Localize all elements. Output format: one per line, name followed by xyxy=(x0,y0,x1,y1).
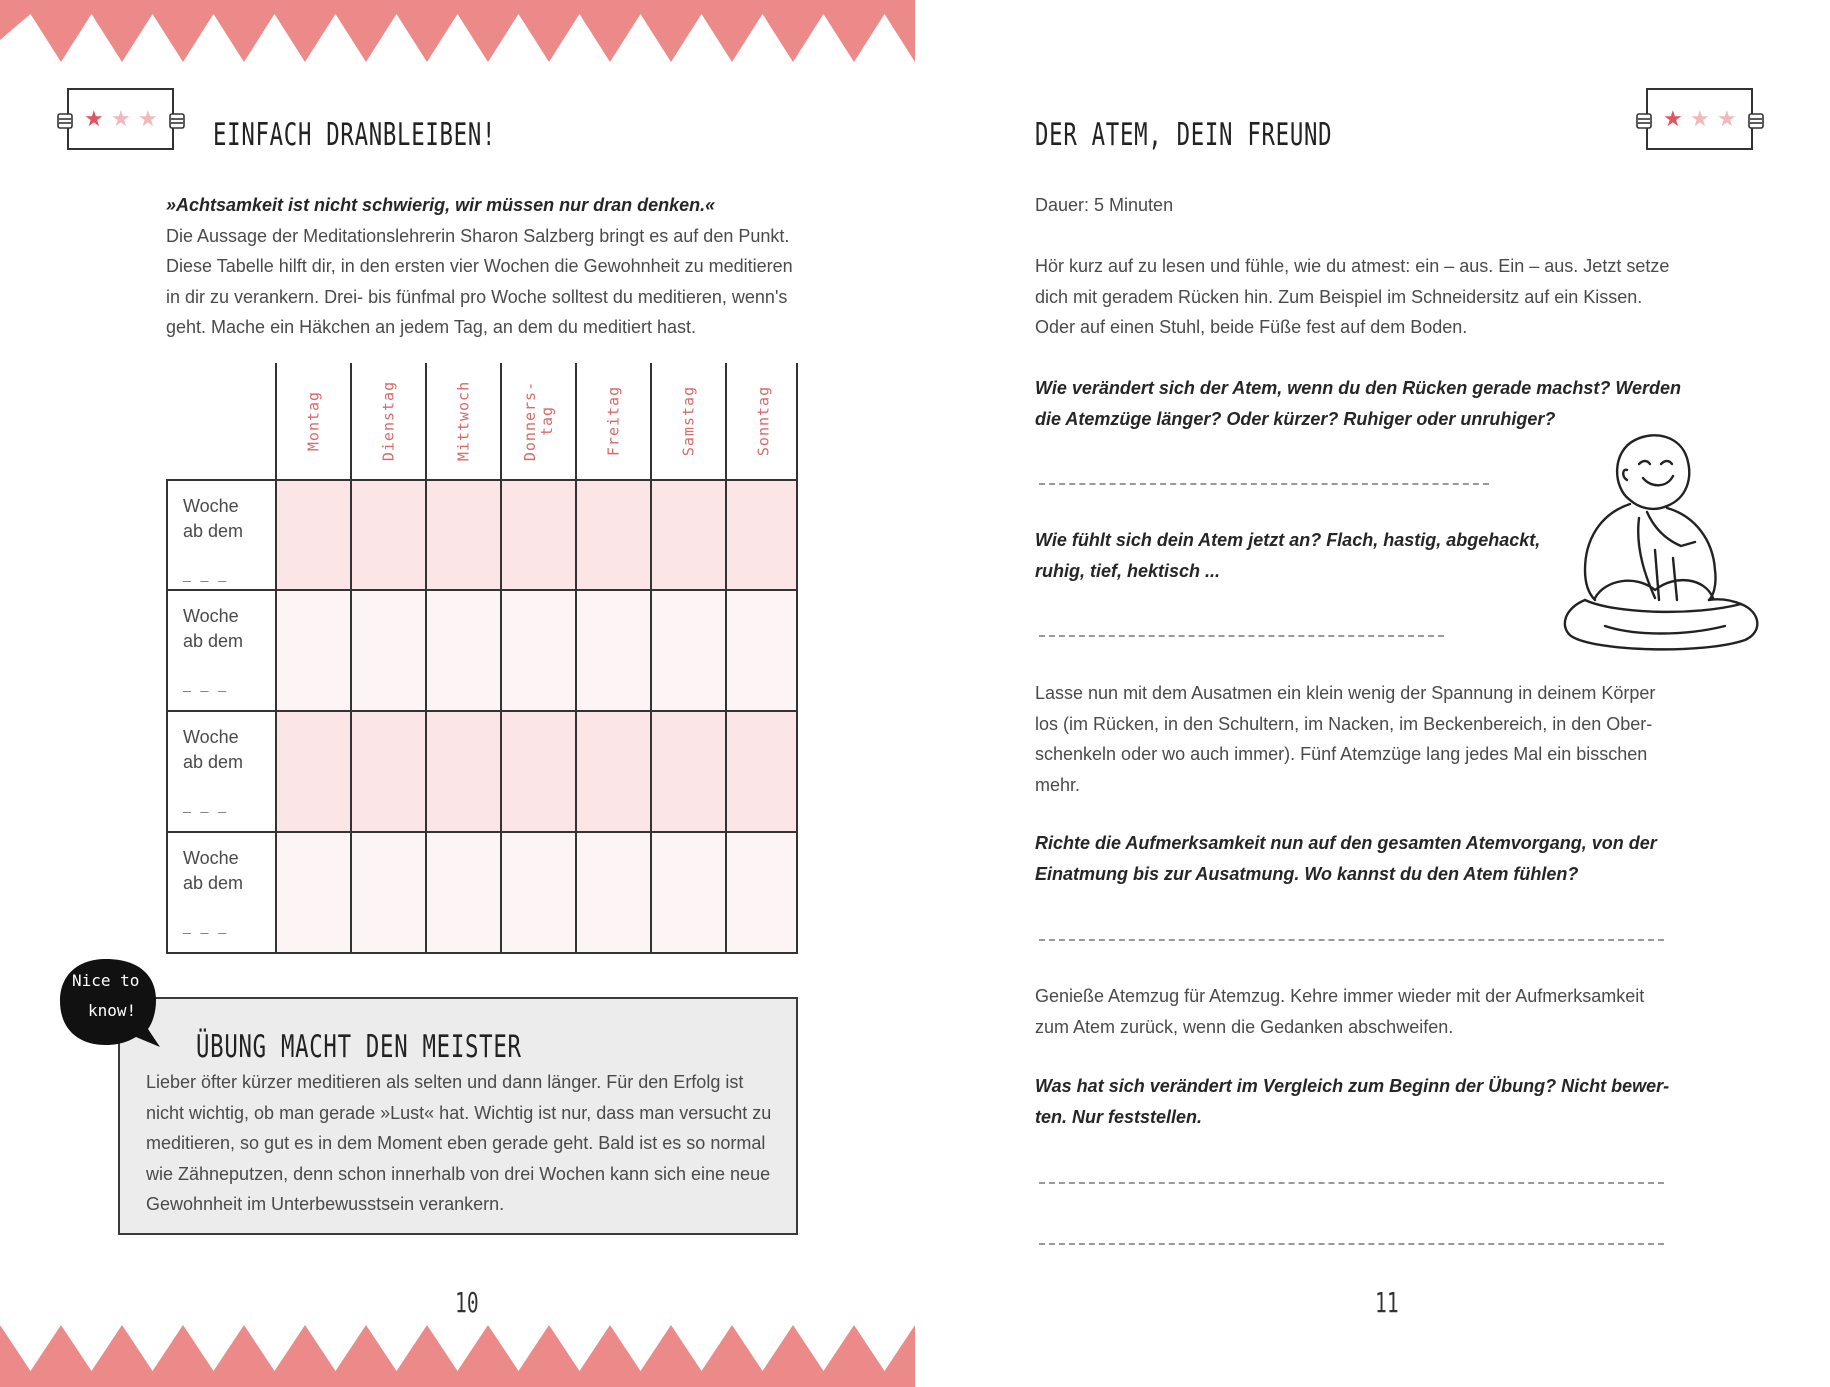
intro-quote: »Achtsamkeit ist nicht schwierig, wir müssen nur dran denken.« xyxy=(166,195,716,215)
zigzag-border-top xyxy=(0,0,915,70)
star-empty-icon: ★ xyxy=(111,107,131,132)
tip-box-title: ÜBUNG MACHT DEN MEISTER xyxy=(196,1029,522,1065)
day-header-friday: Freitag xyxy=(604,385,622,456)
intro-line: Die Aussage der Meditationslehrerin Sharon Salzberg bringt es auf den Punkt. xyxy=(166,225,790,246)
buddha-illustration xyxy=(1555,430,1765,670)
intro-line: geht. Mache ein Häkchen an jedem Tag, an dem du meditiert hast. xyxy=(166,317,696,337)
date-blank[interactable]: _ _ _ xyxy=(183,918,230,934)
answer-line[interactable] xyxy=(1039,1243,1664,1245)
page-number: 11 xyxy=(1375,1286,1399,1319)
intro-line: in dir zu verankern. Drei- bis fünfmal pro Woche solltest du meditieren, wenn's xyxy=(166,286,788,307)
reflection-question: Was hat sich verändert im Vergleich zum Beginn der Übung? Nicht bewer- ten. Nur feststellen. xyxy=(1035,1076,1670,1127)
tip-box xyxy=(118,997,798,1235)
instruction-paragraph: Hör kurz auf zu lesen und fühle, wie du atmest: ein – aus. Ein – aus. Jetzt setze dich mit geradem Rücken hin. Zum Beispiel im Schneidersitz auf ein Kissen. Oder auf einen Stuhl, beide Füße fest auf dem Boden. xyxy=(1035,256,1670,337)
duration-text: Dauer: 5 Minuten xyxy=(1035,195,1174,215)
reflection-question: Wie verändert sich der Atem, wenn du den Rücken gerade machst? Werden die Atemzüge länger? Oder kürzer? Ruhiger oder unruhiger? xyxy=(1035,378,1682,429)
speech-bubble-icon: Nice to know! xyxy=(56,955,164,1053)
reflection-question: Wie fühlt sich dein Atem jetzt an? Flach, hastig, abgehackt, ruhig, tief, hektisch ... xyxy=(1035,530,1541,581)
difficulty-rating-sign xyxy=(1635,84,1765,154)
tip-box-text: Lieber öfter kürzer meditieren als selten und dann länger. Für den Erfolg ist nicht wichtig, ob man gerade »Lust« hat. Wichtig ist nur, dass man versucht zu meditieren, so gut es in dem Moment eben gerade geht. Bald ist es so normal wie Zähneputzen, denn schon innerhalb von drei Wochen kann sich eine neue Gewohnheit im Unterbewusstsein verankern. xyxy=(146,1072,772,1214)
right-page xyxy=(915,0,1830,1387)
date-blank[interactable]: _ _ _ xyxy=(183,676,230,692)
answer-line[interactable] xyxy=(1039,483,1489,485)
instruction-paragraph: Lasse nun mit dem Ausatmen ein klein wenig der Spannung in deinem Körper los (im Rücken, in den Schultern, im Nacken, im Beckenbereich, in den Ober- schenkeln oder wo auch immer). Fünf Atemzüge lang jedes Mal ein bisschen mehr. xyxy=(1035,683,1656,795)
intro-line: Diese Tabelle hilft dir, in den ersten vier Wochen die Gewohnheit zu meditieren xyxy=(166,256,793,276)
page-number: 10 xyxy=(455,1286,479,1319)
star-filled-icon: ★ xyxy=(1663,107,1683,132)
day-header-tuesday: Dienstag xyxy=(379,380,397,461)
zigzag-border-bottom xyxy=(0,1317,915,1387)
day-header-thursday: Donners- tag xyxy=(520,380,556,461)
reflection-question: Richte die Aufmerksamkeit nun auf den gesamten Atemvorgang, von der Einatmung bis zur Ausatmung. Wo kannst du den Atem fühlen? xyxy=(1035,833,1657,884)
instruction-paragraph: Genieße Atemzug für Atemzug. Kehre immer wieder mit der Aufmerksamkeit zum Atem zurück, wenn die Gedanken abschweifen. xyxy=(1035,986,1645,1037)
star-empty-icon: ★ xyxy=(1717,107,1737,132)
week-label-2: Woche ab dem _ _ _ xyxy=(166,590,275,711)
star-filled-icon: ★ xyxy=(84,107,104,132)
day-header-sunday: Sonntag xyxy=(754,385,772,456)
star-empty-icon: ★ xyxy=(1690,107,1710,132)
day-header-monday: Montag xyxy=(304,390,322,451)
week-label-3: Woche ab dem _ _ _ xyxy=(166,711,275,832)
week-label-4: Woche ab dem _ _ _ xyxy=(166,832,275,953)
answer-line[interactable] xyxy=(1039,635,1444,637)
page-heading: EINFACH DRANBLEIBEN! xyxy=(213,117,497,153)
answer-line[interactable] xyxy=(1039,939,1664,941)
date-blank[interactable]: _ _ _ xyxy=(183,566,230,582)
intro-text xyxy=(166,190,806,343)
day-header-wednesday: Mittwoch xyxy=(454,380,472,461)
week-label-1: Woche ab dem _ _ _ xyxy=(166,480,275,590)
date-blank[interactable]: _ _ _ xyxy=(183,797,230,813)
difficulty-rating-sign xyxy=(56,84,186,154)
answer-line[interactable] xyxy=(1039,1182,1664,1184)
day-header-saturday: Samstag xyxy=(679,385,697,456)
star-empty-icon: ★ xyxy=(138,107,158,132)
page-heading: DER ATEM, DEIN FREUND xyxy=(1035,117,1333,153)
